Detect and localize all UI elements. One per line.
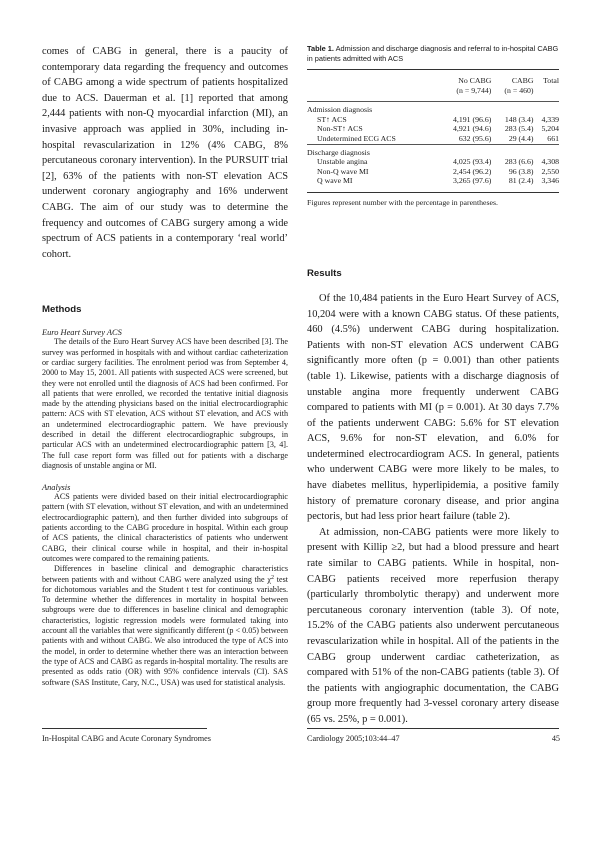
- group-label-row: [307, 144, 559, 157]
- footer-rule-left: [42, 728, 207, 729]
- table-1: [307, 44, 559, 208]
- chi-square-superscript: 2: [270, 574, 274, 581]
- header-no-cabg: No CABG: [436, 70, 492, 86]
- table-row: [307, 157, 559, 167]
- table-footnote-row: [307, 192, 559, 208]
- cell-no-cabg: 3,265 (97.6): [453, 176, 492, 186]
- results-paragraph-1: Of the 10,484 patients in the Euro Heart Survey of ACS, 10,204 were with a known CABG status. Of these patients, 460 (4.5%) underwent CABG during hospitalization. Patients with non-ST elevation ACS underwent CABG significantly more often (p = 0.001) than other patients (table 1). Likewise, patients with a discharge diagnosis of unstable angina more frequently underwent CABG compared to patients with MI (p = 0.001). At 30 days 7.7% of the patients underwent CABG: 5.6% for ST elevation ACS, 9.6% for non-ST elevation, and 6.0% for undetermined electrocardiogram ACS. In general, patients who underwent CABG were more likely to be males, to have diabetes mellitus, hyperlipidemia, a positive family history of premature coronary disease, and prior angina pectoris, but had less prior heart failure (table 2).: [307, 292, 559, 523]
- row-label: Undetermined ECG ACS: [317, 133, 396, 143]
- table-header-n-row: [307, 86, 559, 102]
- cell-no-cabg: 4,921 (94.6): [453, 124, 492, 134]
- table-header-row: [307, 70, 559, 86]
- cell-cabg: 148 (3.4): [504, 114, 534, 124]
- analysis-subheading: Analysis: [42, 483, 71, 493]
- cell-total: 5,204: [541, 124, 559, 134]
- survey-paragraph: The details of the Euro Heart Survey ACS have been described [3]. The survey was performed in hospitals with and without cardiac catheterization or cardiac surgery facilities. The enrolment period was from September 4, 2000 to May 15, 2001. All patients with suspected ACS were screened, but they were not enrolled until the diagnosis of ACS had been confirmed. For all patients that were enrolled, we recorded the tentative initial diagnosis made by the attending physicians based on the initial electrocardiographic pattern: ACS with ST elevation, ACS without ST elevation, and ACS with an undetermined electrocardiographic pattern. We have previously described in detail the different electrocardiographic subgroups, in particular ACS with an undetermined electrocardiographic pattern [3, 4]. The full case report form was filled out for patients with a discharge diagnosis of unstable angina or MI.: [42, 337, 288, 470]
- header-total: Total: [534, 70, 560, 86]
- table-footnote: Figures represent number with the percentage in parentheses.: [307, 192, 559, 208]
- table-row: [307, 124, 559, 134]
- page-number: 45: [551, 734, 560, 743]
- analysis-paragraph-1: ACS patients were divided based on their initial electrocardiographic pattern (with ST elevation, without ST elevation, and with an undetermined electrocardiographic pattern), and then further divided into subgroups of patients according to the CABG procedure in hospital. Within each group of ACS patients, the clinical characteristics of patients who underwent CABG, their clinical course while in hospital, and their in-hospital outcomes were compared to the remaining patients.: [42, 492, 288, 563]
- analysis-paragraph-2: [42, 564, 288, 688]
- cell-no-cabg: 632 (95.6): [458, 133, 492, 143]
- cell-no-cabg: 4,191 (96.6): [453, 114, 492, 124]
- cell-cabg: 283 (5.4): [504, 124, 534, 134]
- footer-rule-right: [307, 728, 559, 729]
- cell-total: 661: [547, 133, 559, 143]
- row-label: Non-Q wave MI: [317, 166, 369, 176]
- row-label: Non-ST↑ ACS: [317, 124, 363, 134]
- table-caption-text: Admission and discharge diagnosis and referral to in-hospital CABG in patients admitted with ACS: [307, 44, 559, 63]
- survey-subheading: Euro Heart Survey ACS: [42, 328, 122, 338]
- cell-no-cabg: 2,454 (96.2): [453, 166, 492, 176]
- results-heading: Results: [307, 267, 342, 279]
- analysis-paragraph-2-start: Differences in baseline clinical and demographic characteristics between patients with and without CABG were analyzed using the χ: [42, 564, 288, 584]
- cell-total: 4,339: [541, 114, 559, 124]
- header-no-cabg-n: (n = 9,744): [456, 85, 492, 95]
- cell-cabg: 81 (2.4): [508, 176, 534, 186]
- cell-total: 4,308: [541, 157, 559, 167]
- row-label: Unstable angina: [317, 157, 368, 167]
- cell-total: 2,550: [541, 166, 559, 176]
- cell-total: 3,346: [541, 176, 559, 186]
- left-column: [42, 44, 288, 688]
- footer-citation: Cardiology 2005;103:44–47: [307, 734, 400, 743]
- table-1-grid: [307, 69, 559, 208]
- right-column: [307, 44, 559, 728]
- table-row: [307, 176, 559, 192]
- methods-heading: Methods: [42, 304, 82, 316]
- table-row: [307, 115, 559, 125]
- table-caption: [307, 44, 559, 64]
- table-row: [307, 167, 559, 177]
- cell-cabg: 283 (6.6): [504, 157, 534, 167]
- table-caption-label: Table 1.: [307, 44, 334, 53]
- row-label: Q wave MI: [317, 176, 353, 186]
- intro-paragraph: comes of CABG in general, there is a paucity of contemporary data regarding the frequency and outcomes of CABG among a wide spectrum of patients hospitalized due to ACS. Dauerman et al. [1] reported that among 2,444 patients with non-Q myocardial infarction (MI), an invasive approach was applied in 30%, including in-hospital revascularization in 12% (4% CABG, 8% percutaneous coronary intervention). In the PURSUIT trial [2], 63% of the patients with non-ST elevation ACS underwent coronary angiography and 16% underwent CABG. The aim of our study was to determine the frequency and outcomes of CABG surgery among a wide spectrum of ACS patients in a contemporary ‘real world’ cohort.: [42, 46, 288, 260]
- cell-no-cabg: 4,025 (93.4): [453, 157, 492, 167]
- group-label-admission: Admission diagnosis: [307, 102, 559, 115]
- header-cabg: CABG: [491, 70, 533, 86]
- table-row: [307, 134, 559, 144]
- footer-running-title: In-Hospital CABG and Acute Coronary Syndromes: [42, 734, 211, 743]
- analysis-paragraph-2-end: test for dichotomous variables and the Student t test for continuous variables. To determine whether the differences in mortality in hospital between subgroups were due to differences in baseline clinical and demographic characteristics, logistic regression models were formulated taking into account all the variables that were significantly different (p < 0.05) between patients with and without CABG. We also introduced the type of ACS into the model, in order to determine whether there was an interaction between the type of ACS and CABG as regards in-hospital mortality. The results are presented as odds ratio (OR) with 95% confidence intervals (CI). SAS software (SAS Institute, Cary, N.C., USA) was used for statistical analysis.: [42, 574, 289, 687]
- results-paragraph-2: At admission, non-CABG patients were more likely to present with Killip ≥2, but had a blood pressure and heart rate similar to CABG patients. While in hospital, non-CABG patients received more reperfusion therapy (particularly thrombolytic therapy) and underwent more percutaneous coronary intervention (table 3). Of note, 15.2% of the CABG patients also underwent percutaneous revascularization while in hospital. All of the patients in the CABG group underwent cardiac catheterization, as compared with 51% of the non-CABG patients (table 3). Of the patients with angiographic documentation, the CABG group more frequently had 3-vessel coronary artery disease (65 vs. 25%, p = 0.001).: [307, 526, 559, 725]
- cell-cabg: 96 (3.8): [508, 166, 534, 176]
- group-label-discharge: Discharge diagnosis: [307, 144, 559, 157]
- header-cabg-n: (n = 460): [504, 85, 534, 95]
- cell-cabg: 29 (4.4): [508, 133, 534, 143]
- row-label: ST↑ ACS: [317, 114, 347, 124]
- group-label-row: [307, 102, 559, 115]
